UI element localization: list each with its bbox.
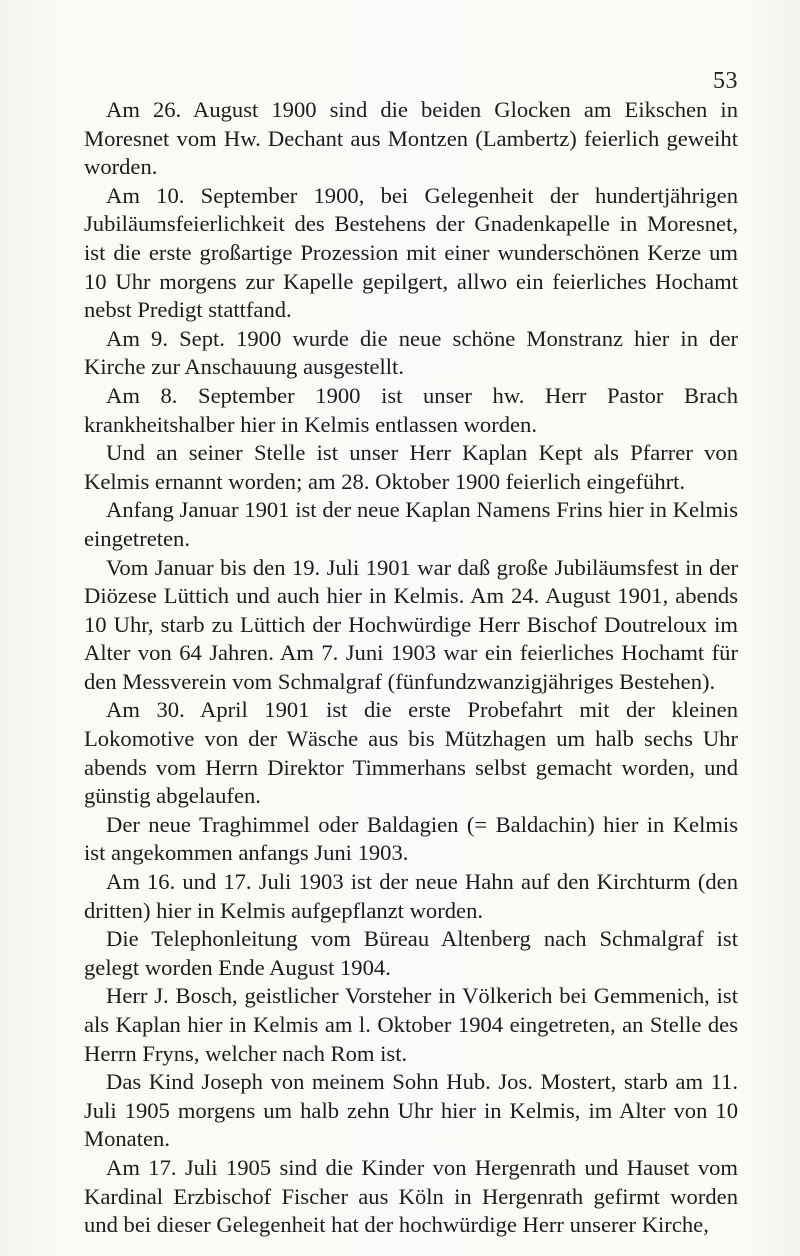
paragraph: Vom Januar bis den 19. Juli 1901 war daß große Jubiläumsfest in der Diözese Lüttich und auch hier in Kelmis. Am 24. August 1901, abends 10 Uhr, starb zu Lüttich der Hochwürdige Herr Bischof Doutreloux im Alter von 64 Jahren. Am 7. Juni 1903 war ein feierliches Hochamt für den Messverein vom Schmalgraf (fünfundzwanzigjähriges Bestehen). (84, 554, 738, 694)
paragraph: Am 30. April 1901 ist die erste Probefahrt mit der kleinen Lokomotive von der Wäsche aus bis Mützhagen um halb sechs Uhr abends vom Herrn Direktor Timmerhans selbst gemacht worden, und günstig abgelaufen. (84, 697, 738, 809)
paragraph: Am 9. Sept. 1900 wurde die neue schöne Monstranz hier in der Kirche zur Anschauung ausgestellt. (84, 325, 738, 380)
paragraph: Anfang Januar 1901 ist der neue Kaplan Namens Frins hier in Kelmis eingetreten. (84, 497, 738, 551)
page-number: 53 (713, 68, 738, 94)
paragraph: Am 10. September 1900, bei Gelegenheit der hundertjährigen Jubiläumsfeierlichkeit des Bestehens der Gnadenkapelle in Moresnet, ist die erste großartige Prozession mit einer wunderschönen Kerze um 10 Uhr morgens zur Kapelle gepilgert, allwo ein feierliches Hochamt nebst Predigt stattfand. (84, 182, 738, 323)
paragraph: Der neue Traghimmel oder Baldagien (= Baldachin) hier in Kelmis ist angekommen anfangs Juni 1903. (84, 811, 738, 866)
paragraph: Die Telephonleitung vom Büreau Altenberg nach Schmalgraf ist gelegt worden Ende August 1904. (84, 926, 738, 980)
paragraph: Am 16. und 17. Juli 1903 ist der neue Hahn auf den Kirchturm (den dritten) hier in Kelmis aufgepflanzt worden. (84, 869, 738, 923)
paragraph: Am 8. September 1900 ist unser hw. Herr Pastor Brach krankheitshalber hier in Kelmis entlassen worden. (84, 382, 738, 437)
paragraph: Am 17. Juli 1905 sind die Kinder von Hergenrath und Hauset vom Kardinal Erzbischof Fischer aus Köln in Hergenrath gefirmt worden und bei dieser Gelegenheit hat der hochwürdige Herr unserer Kirche, (84, 1154, 738, 1238)
paragraph: Das Kind Joseph von meinem Sohn Hub. Jos. Mostert, starb am 11. Juli 1905 morgens um halb zehn Uhr hier in Kelmis, im Alter von 10 Monaten. (84, 1069, 738, 1152)
body-text (84, 96, 738, 1240)
paragraph: Und an seiner Stelle ist unser Herr Kaplan Kept als Pfarrer von Kelmis ernannt worden; am 28. Oktober 1900 feierlich eingeführt. (84, 440, 738, 494)
paragraph: Herr J. Bosch, geistlicher Vorsteher in Völkerich bei Gemmenich, ist als Kaplan hier in Kelmis am l. Oktober 1904 eingetreten, an Stelle des Herrn Fryns, welcher nach Rom ist. (84, 983, 738, 1066)
paragraph: Am 26. August 1900 sind die beiden Glocken am Eikschen in Moresnet vom Hw. Dechant aus Montzen (Lambertz) feierlich geweiht worden. (84, 97, 738, 180)
